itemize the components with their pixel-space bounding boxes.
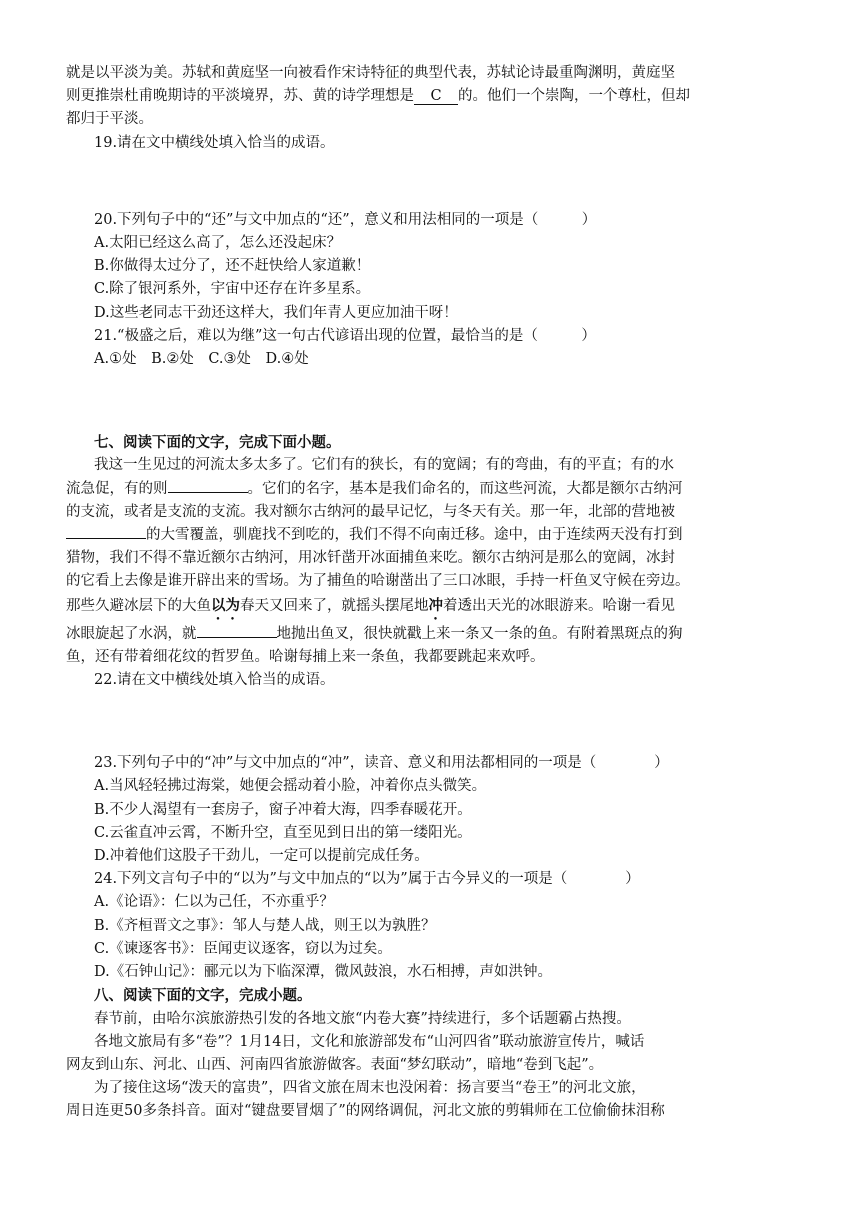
passage-line: 为了接住这场“泼天的富贵”，四省文旅在周末也没闲着：扬言要当“卷王”的河北文旅， <box>94 1080 646 1097</box>
passage-line: 猎物，我们不得不靠近额尔古纳河，用冰钎凿开冰面捕鱼来吃。额尔古纳河是那么的宽阔，冰封 <box>66 550 675 567</box>
passage-text: 春天又回来了，就摇头摆尾地 <box>240 597 429 614</box>
passage-line <box>66 623 798 646</box>
question-20-stem: 20.下列句子中的“还”与文中加点的“还”，意义和用法相同的一项是（ ） <box>94 211 597 228</box>
passage-line: 鱼，还有带着细花纹的哲罗鱼。哈谢每捕上来一条鱼，我都要跳起来欢呼。 <box>66 648 545 665</box>
passage-line: 春节前，由哈尔滨旅游热引发的各地文旅“内卷大赛”持续进行，多个话题霸占热搜。 <box>94 1010 631 1027</box>
passage-text: 。它们的名字，基本是我们命名的，而这些河流，大都是额尔古纳河 <box>247 480 683 497</box>
passage-text: 地抛出鱼叉，很快就戳上来一条又一条的鱼。有附着黑斑点的狗 <box>276 625 683 642</box>
answer-blank: C <box>414 88 458 105</box>
answer-space <box>66 692 798 752</box>
question-20-option-d: D.这些老同志干劲还这样大，我们年青人更应加油干呀！ <box>94 304 458 321</box>
question-20-option-b: B.你做得太过分了，还不赶快给人家道歉！ <box>94 258 371 275</box>
passage-line: 的支流，或者是支流的支流。我对额尔古纳河的最早记忆，与冬天有关。那一年，北部的营地被 <box>66 503 675 520</box>
passage-line: 都归于平淡。 <box>66 111 153 128</box>
passage-line: 的它看上去像是谁开辟出来的雪场。为了捕鱼的哈谢凿出了三口冰眼，手持一杆鱼叉守候在旁边。 <box>66 573 690 590</box>
passage-line: 各地文旅局有多“卷”？1月14日，文化和旅游部发布“山河四省”联动旅游宣传片，喊话 <box>94 1033 645 1050</box>
answer-space <box>66 371 798 431</box>
section-7-heading: 七、阅读下面的文字，完成下面小题。 <box>94 434 341 452</box>
question-21-stem: 21.“极盛之后，难以为继”这一句古代谚语出现的位置，最恰当的是（ ） <box>94 327 596 344</box>
question-19: 19.请在文中横线处填入恰当的成语。 <box>94 134 335 151</box>
passage-text: 那些久避冰层下的大鱼 <box>66 597 211 614</box>
fill-blank <box>66 538 146 539</box>
passage-text: 则更推崇杜甫晚期诗的平淡境界，苏、黄的诗学理想是 <box>66 88 414 105</box>
question-23-option-a: A.当风轻轻拂过海棠，她便会摇动着小脸，冲着你点头微笑。 <box>94 778 487 795</box>
question-23-option-d: D.冲着他们这股子干劲儿，一定可以提前完成任务。 <box>94 848 429 865</box>
question-24-option-b: B.《齐桓晋文之事》：邹人与楚人战，则王以为孰胜？ <box>94 917 436 934</box>
question-23-option-b: B.不少人渴望有一套房子，窗子冲着大海，四季春暖花开。 <box>94 801 472 818</box>
question-24-option-a: A.《论语》：仁以为己任，不亦重乎？ <box>94 894 334 911</box>
dotted-word-yiwei: 以为 <box>211 596 240 614</box>
question-23-stem: 23.下列句子中的“冲”与文中加点的“冲”，读音、意义和用法都相同的一项是（ ） <box>94 755 669 772</box>
fill-blank <box>197 637 277 638</box>
question-22: 22.请在文中横线处填入恰当的成语。 <box>94 672 335 689</box>
passage-line <box>66 478 798 501</box>
section-8-heading: 八、阅读下面的文字，完成小题。 <box>94 987 312 1005</box>
question-24-option-c: C.《谏逐客书》：臣闻吏议逐客，窃以为过矣。 <box>94 940 392 957</box>
passage-line: 我这一生见过的河流太多太多了。它们有的狭长，有的宽阔；有的弯曲，有的平直；有的水 <box>94 457 674 474</box>
passage-text: 冰眼旋起了水涡，就 <box>66 625 197 642</box>
passage-line: 网友到山东、河北、山西、河南四省旅游做客。表面“梦幻联动”，暗地“卷到飞起”。 <box>66 1056 604 1073</box>
document-page <box>66 62 798 1124</box>
passage-text: 流急促，有的则 <box>66 480 168 497</box>
question-20-option-a: A.太阳已经这么高了，怎么还没起床？ <box>94 235 342 252</box>
question-21-options: A.①处 B.②处 C.③处 D.④处 <box>94 351 309 368</box>
question-24-stem: 24.下列文言句子中的“以为”与文中加点的“以为”属于古今异义的一项是（ ） <box>94 871 640 888</box>
passage-line <box>66 594 798 623</box>
question-20-option-c: C.除了银河系外，宇宙中还存在许多星系。 <box>94 281 371 298</box>
passage-text: 着透出天光的冰眼游来。哈谢一看见 <box>443 597 675 614</box>
question-23-option-c: C.云雀直冲云霄，不断升空，直至见到日出的第一缕阳光。 <box>94 824 472 841</box>
dotted-word-chong: 冲 <box>428 596 443 614</box>
passage-line: 周日连更50多条抖音。面对“键盘要冒烟了”的网络调侃，河北文旅的剪辑师在工位偷偷抹泪称 <box>66 1103 665 1120</box>
passage-line <box>66 524 798 547</box>
passage-line: 就是以平淡为美。苏轼和黄庭坚一向被看作宋诗特征的典型代表，苏轼论诗最重陶渊明，黄庭坚 <box>66 65 675 81</box>
passage-text: 的。他们一个崇陶，一个尊杜，但却 <box>458 88 690 105</box>
passage-text: 的大雪覆盖，驯鹿找不到吃的，我们不得不向南迁移。途中，由于连续两天没有打到 <box>146 527 683 544</box>
answer-space <box>66 155 798 209</box>
fill-blank <box>168 492 248 493</box>
passage-line <box>66 85 798 108</box>
question-24-option-d: D.《石钟山记》：郦元以为下临深潭，微风鼓浪，水石相搏，声如洪钟。 <box>94 964 552 981</box>
